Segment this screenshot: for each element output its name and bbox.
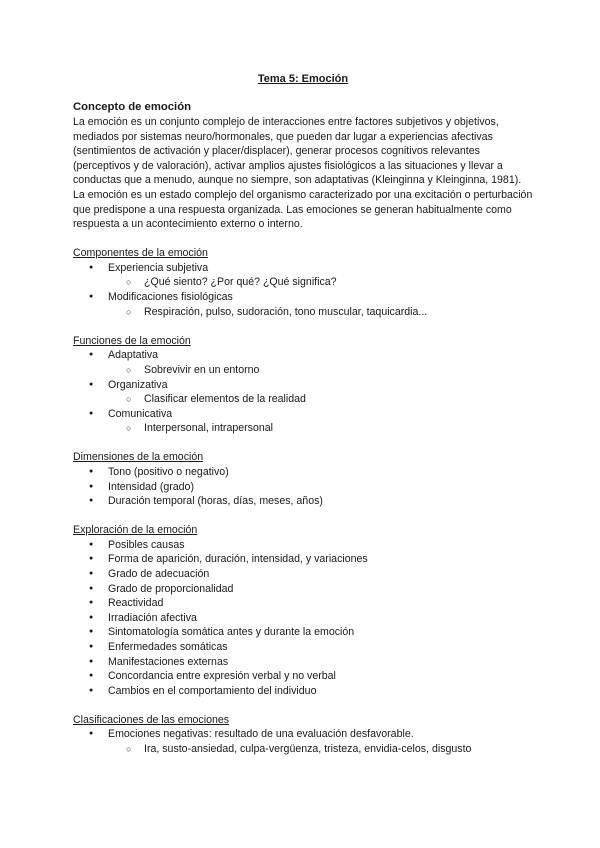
list-item: ● Adaptativa: [73, 348, 533, 363]
list-item: ● Grado de adecuación: [73, 567, 533, 582]
funciones-list: [73, 348, 533, 436]
list-item: ● Manifestaciones externas: [73, 655, 533, 670]
document-page: [73, 72, 533, 757]
list-item: ● Intensidad (grado): [73, 480, 533, 495]
list-item: ● Tono (positivo o negativo): [73, 465, 533, 480]
list-item: ● Enfermedades somáticas: [73, 640, 533, 655]
concepto-paragraph-1: La emoción es un conjunto complejo de interacciones entre factores subjetivos y objetivos, mediados por sistemas neuro/hormonales, que pueden dar lugar a experiencias afectivas (sentimientos de activación y placer/displacer), generar procesos cognitivos relevantes (perceptivos y de valoración), activar amplios ajustes fisiológicos a las situaciones y llevar a conductas que a menudo, aunque no siempre, son adaptativas (Kleinginna y Kleinginna, 1981).: [73, 116, 522, 187]
list-item: ● Comunicativa: [73, 407, 533, 422]
concepto-heading: Concepto de emoción: [73, 101, 191, 113]
sub-list-item: ○ Sobrevivir en un entorno: [73, 363, 533, 378]
list-item: ● Forma de aparición, duración, intensidad, y variaciones: [73, 552, 533, 567]
sub-list-item: ○ Interpersonal, intrapersonal: [73, 421, 533, 436]
list-item: ● Organizativa: [73, 378, 533, 393]
list-item: ● Duración temporal (horas, días, meses, años): [73, 494, 533, 509]
list-item: ● Concordancia entre expresión verbal y no verbal: [73, 669, 533, 684]
list-item: ● Reactividad: [73, 596, 533, 611]
dimensiones-list: [73, 465, 533, 509]
clasificaciones-heading: Clasificaciones de las emociones: [73, 713, 230, 726]
componentes-list: [73, 261, 533, 319]
list-item: ● Grado de proporcionalidad: [73, 582, 533, 597]
list-item: ● Sintomatología somática antes y durante la emoción: [73, 625, 533, 640]
list-item: ● Emociones negativas: resultado de una evaluación desfavorable.: [73, 727, 533, 742]
exploracion-heading: Exploración de la emoción: [73, 524, 198, 537]
list-item: ● Experiencia subjetiva: [73, 261, 533, 276]
list-item: ● Cambios en el comportamiento del individuo: [73, 684, 533, 699]
list-item: ● Modificaciones fisiológicas: [73, 290, 533, 305]
sub-list-item: ○ ¿Qué siento? ¿Por qué? ¿Qué significa?: [73, 275, 533, 290]
dimensiones-heading: Dimensiones de la emoción: [73, 451, 204, 464]
concepto-paragraph-2: La emoción es un estado complejo del organismo caracterizado por una excitación o perturbación que predispone a una respuesta organizada. Las emociones se generan habitualmente como respuesta a un acontecimiento externo o interno.: [73, 188, 533, 231]
funciones-heading: Funciones de la emoción: [73, 334, 191, 347]
sub-list-item: ○ Ira, susto-ansiedad, culpa-vergüenza, tristeza, envidia-celos, disgusto: [73, 742, 533, 757]
list-item: ● Irradiación afectiva: [73, 611, 533, 626]
sub-list-item: ○ Respiración, pulso, sudoración, tono muscular, taquicardia...: [73, 305, 533, 320]
clasificaciones-list: [73, 727, 533, 756]
list-item: ● Posibles causas: [73, 538, 533, 553]
exploracion-list: [73, 538, 533, 699]
document-title: Tema 5: Emoción: [257, 73, 349, 85]
sub-list-item: ○ Clasificar elementos de la realidad: [73, 392, 533, 407]
componentes-heading: Componentes de la emoción: [73, 247, 208, 260]
